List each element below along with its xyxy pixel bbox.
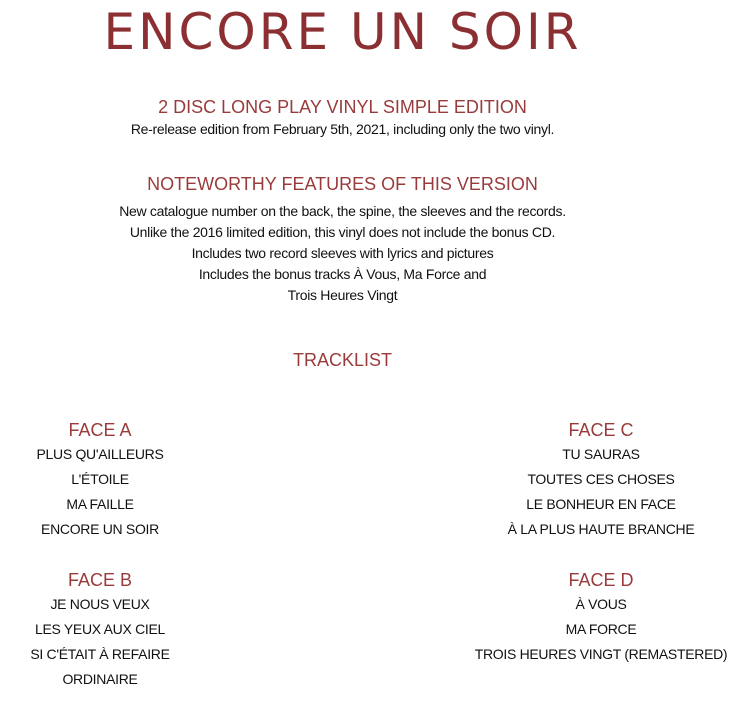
features-list <box>0 201 685 306</box>
track-item: JE NOUS VEUX <box>50 596 150 612</box>
page-title: ENCORE UN SOIR <box>103 3 582 61</box>
track-item: MA FAILLE <box>66 496 134 512</box>
track-item: ENCORE UN SOIR <box>41 521 159 537</box>
edition-description: Re-release edition from February 5th, 2021, including only the two vinyl. <box>130 121 555 137</box>
track-item: SI C'ÉTAIT À REFAIRE <box>30 646 170 662</box>
track-item: À VOUS <box>575 596 627 612</box>
edition-section <box>0 96 685 140</box>
face-d <box>446 568 738 667</box>
track-item: À LA PLUS HAUTE BRANCHE <box>507 521 695 537</box>
feature-line: Unlike the 2016 limited edition, this vinyl does not include the bonus CD. <box>129 224 556 240</box>
track-item: LES YEUX AUX CIEL <box>34 621 166 637</box>
feature-line: Includes two record sleeves with lyrics and pictures <box>191 245 494 261</box>
track-item: PLUS QU'AILLEURS <box>36 446 164 462</box>
track-item: MA FORCE <box>565 621 637 637</box>
face-heading: FACE D <box>568 570 634 590</box>
track-item: TOUTES CES CHOSES <box>527 471 675 487</box>
face-a <box>0 418 200 542</box>
face-c <box>446 418 738 542</box>
feature-line: Includes the bonus tracks À Vous, Ma Force and <box>198 266 487 282</box>
feature-line: Trois Heures Vingt <box>287 287 398 303</box>
face-heading: FACE B <box>67 570 133 590</box>
track-item: TU SAURAS <box>562 446 640 462</box>
edition-heading: 2 DISC LONG PLAY VINYL SIMPLE EDITION <box>158 97 527 117</box>
track-item: L'ÉTOILE <box>71 471 129 487</box>
face-heading: FACE A <box>68 420 132 440</box>
features-heading: NOTEWORTHY FEATURES OF THIS VERSION <box>147 174 538 194</box>
features-section <box>0 173 685 306</box>
tracklist-section <box>0 349 685 371</box>
tracklist-heading: TRACKLIST <box>292 350 393 370</box>
feature-line: New catalogue number on the back, the spine, the sleeves and the records. <box>119 203 566 219</box>
track-item: ORDINAIRE <box>62 671 138 687</box>
face-heading: FACE C <box>568 420 634 440</box>
track-item: TROIS HEURES VINGT (REMASTERED) <box>474 646 728 662</box>
track-item: LE BONHEUR EN FACE <box>526 496 676 512</box>
face-b <box>0 568 200 692</box>
